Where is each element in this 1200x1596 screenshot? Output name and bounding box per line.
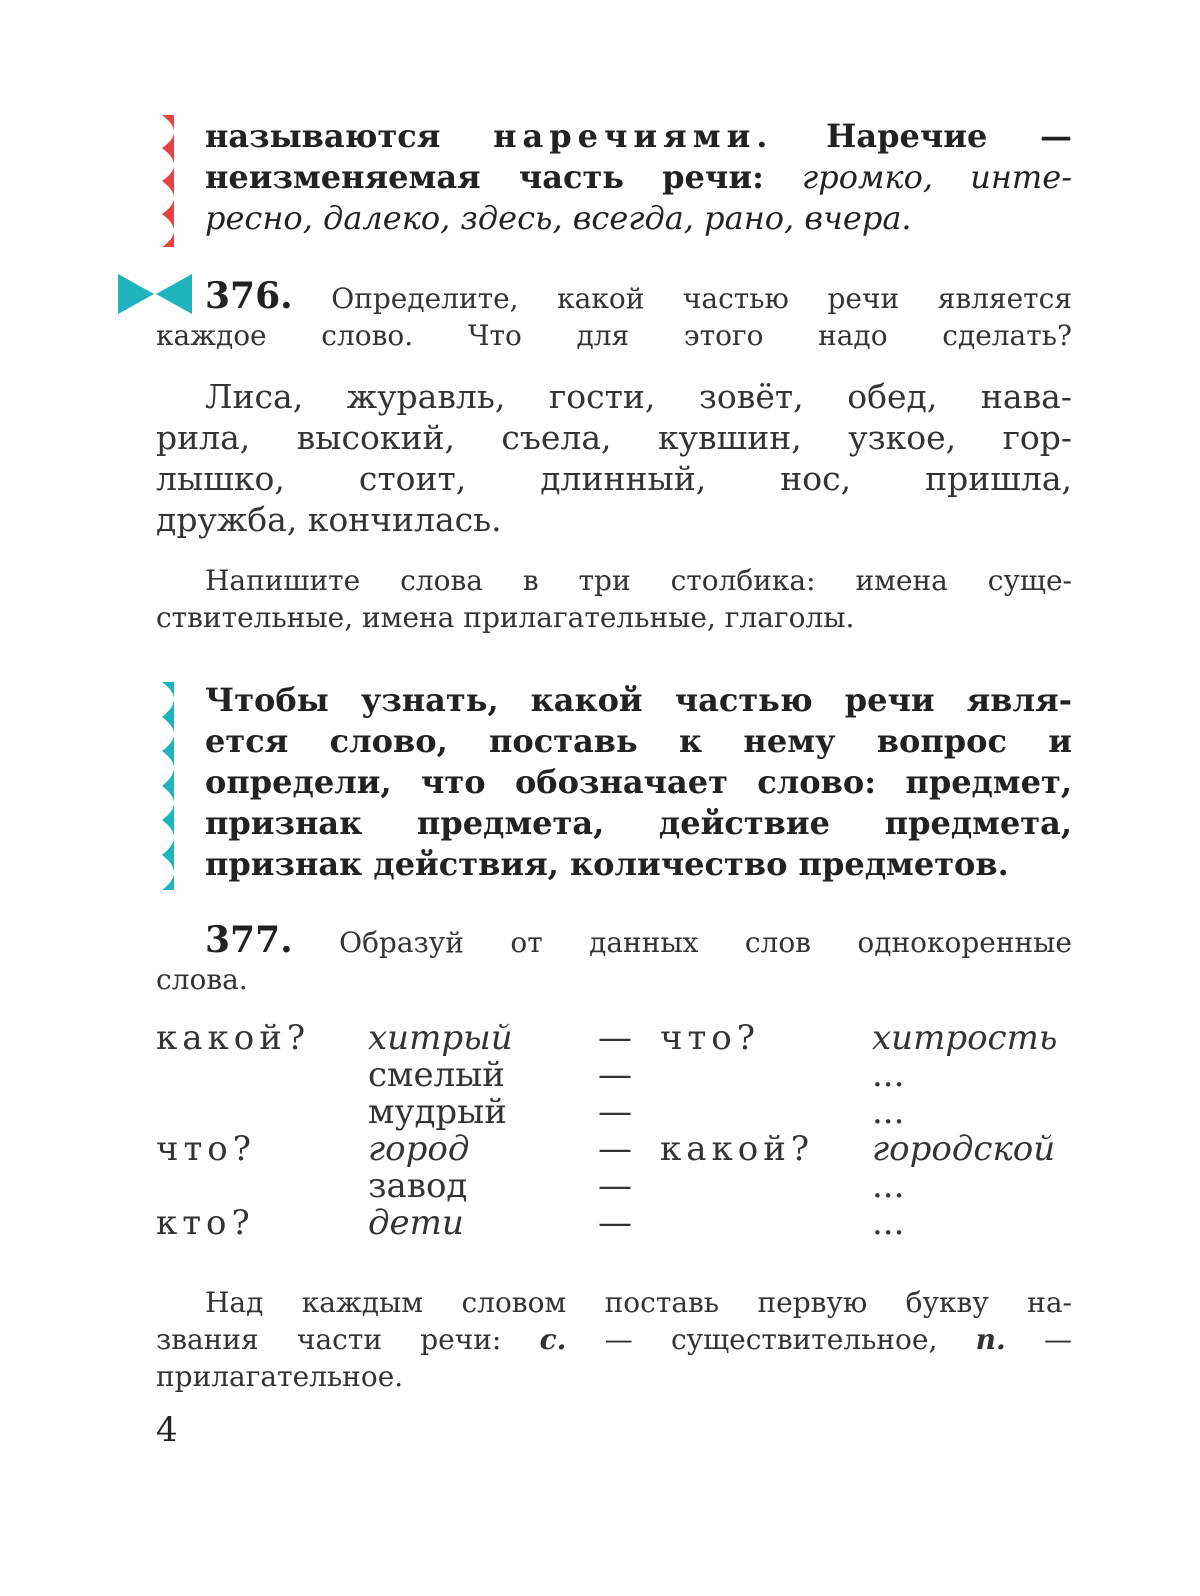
rule1-tail-b: неизменяемая часть речи: xyxy=(205,158,764,196)
ex376-task xyxy=(156,562,1072,636)
source-word: город xyxy=(368,1129,470,1169)
ex376-words-line2: рила, высокий, съела, кувшин, узкое, гор- xyxy=(156,418,1072,457)
rule1-line2 xyxy=(205,157,1072,198)
ex377-task-text-c: — xyxy=(1044,1323,1073,1356)
ex376-instruction-2: каждое слово. Что для этого надо сделать? xyxy=(156,319,1072,352)
rule1-examples-b: ресно, далеко, здесь, всегда, рано, вчера. xyxy=(205,199,912,237)
ex376-word-list xyxy=(156,376,1072,540)
ex377-instruction-2: слова. xyxy=(156,963,248,996)
ex376-line2 xyxy=(156,317,1072,354)
ex376-instruction-1: Определите, какой частью речи является xyxy=(331,282,1072,315)
rule2-line5: признак действия, количество предметов. xyxy=(205,845,1009,883)
dash: — xyxy=(598,1092,632,1132)
ex376-task-line1: Напишите слова в три столбика: имена суще- xyxy=(205,564,1072,597)
rule1-line1 xyxy=(205,116,1072,157)
ex376-line1 xyxy=(156,275,1072,317)
rule1-term: наречиями. xyxy=(493,117,774,155)
rule2-line3: определи, что обозначает слово: предмет, xyxy=(205,763,1072,801)
rule-naречие xyxy=(205,116,1072,157)
rule-marker-teal xyxy=(156,682,178,890)
ex376-words-line1: Лиса, журавль, гости, зовёт, обед, нава- xyxy=(205,377,1072,416)
ex377-task-line1: Над каждым словом поставь первую букву на- xyxy=(205,1286,1072,1319)
ex376-words-line3: лышко, стоит, длинный, нос, пришла, xyxy=(156,459,1072,498)
question-right: какой? xyxy=(660,1129,815,1169)
dash: — xyxy=(598,1203,632,1243)
rule1-tail-a: Наречие — xyxy=(826,117,1073,155)
rule2-line4: признак предмета, действие предмета, xyxy=(205,804,1072,842)
dash: — xyxy=(598,1055,632,1095)
rule2-line2: ется слово, поставь к нему вопрос и xyxy=(205,722,1072,760)
ex377-task xyxy=(156,1284,1072,1395)
rule2-line1: Чтобы узнать, какой частью речи явля- xyxy=(205,681,1072,719)
rule1-line3 xyxy=(205,198,1072,239)
source-word: смелый xyxy=(368,1055,505,1095)
result-word: ... xyxy=(872,1166,905,1206)
rule1-examples-a: громко, инте- xyxy=(802,158,1073,196)
ex377-task-line3: прилагательное. xyxy=(156,1360,404,1393)
table-row xyxy=(156,1055,1072,1093)
result-word: хитрость xyxy=(872,1018,1058,1058)
exercise-376 xyxy=(156,275,1072,354)
dash: — xyxy=(598,1166,632,1206)
table-row xyxy=(156,1018,1072,1056)
rule1-body xyxy=(205,157,1072,239)
source-word: дети xyxy=(368,1203,464,1243)
abbr-adjective: п. xyxy=(975,1323,1006,1356)
question-left: что? xyxy=(156,1129,256,1169)
ex377-number: 377. xyxy=(205,919,293,961)
source-word: хитрый xyxy=(368,1018,513,1058)
source-word: мудрый xyxy=(368,1092,507,1132)
ex377-line1 xyxy=(156,919,1073,961)
ex376-words-line4: дружба, кончилась. xyxy=(156,500,502,539)
question-right: что? xyxy=(660,1018,760,1058)
dash: — xyxy=(598,1129,632,1169)
table-row xyxy=(156,1203,1072,1241)
abbr-noun: с. xyxy=(539,1323,567,1356)
ex377-instruction-1: Образуй от данных слов однокоренные xyxy=(339,926,1073,959)
source-word: завод xyxy=(368,1166,468,1206)
rule-parts-of-speech xyxy=(205,680,1072,885)
page-number: 4 xyxy=(156,1410,178,1450)
ex377-task-text-a: звания части речи: xyxy=(156,1323,502,1356)
exercise-377 xyxy=(156,919,1073,998)
ex376-number: 376. xyxy=(205,275,293,317)
result-word: ... xyxy=(872,1092,905,1132)
table-row xyxy=(156,1092,1072,1130)
ex376-task-line2: ствительные, имена прилагательные, глаголы. xyxy=(156,601,855,634)
table-row xyxy=(156,1129,1072,1167)
ex377-task-line2 xyxy=(156,1321,1072,1358)
result-word: ... xyxy=(872,1203,905,1243)
rule1-lead: называются xyxy=(205,117,441,155)
dash: — xyxy=(598,1018,632,1058)
table-row xyxy=(156,1166,1072,1204)
rule-marker-red xyxy=(156,115,178,247)
question-left: кто? xyxy=(156,1203,255,1243)
result-word: городской xyxy=(872,1129,1056,1169)
result-word: ... xyxy=(872,1055,905,1095)
ex377-task-text-b: — существительное, xyxy=(604,1323,938,1356)
question-left: какой? xyxy=(156,1018,311,1058)
